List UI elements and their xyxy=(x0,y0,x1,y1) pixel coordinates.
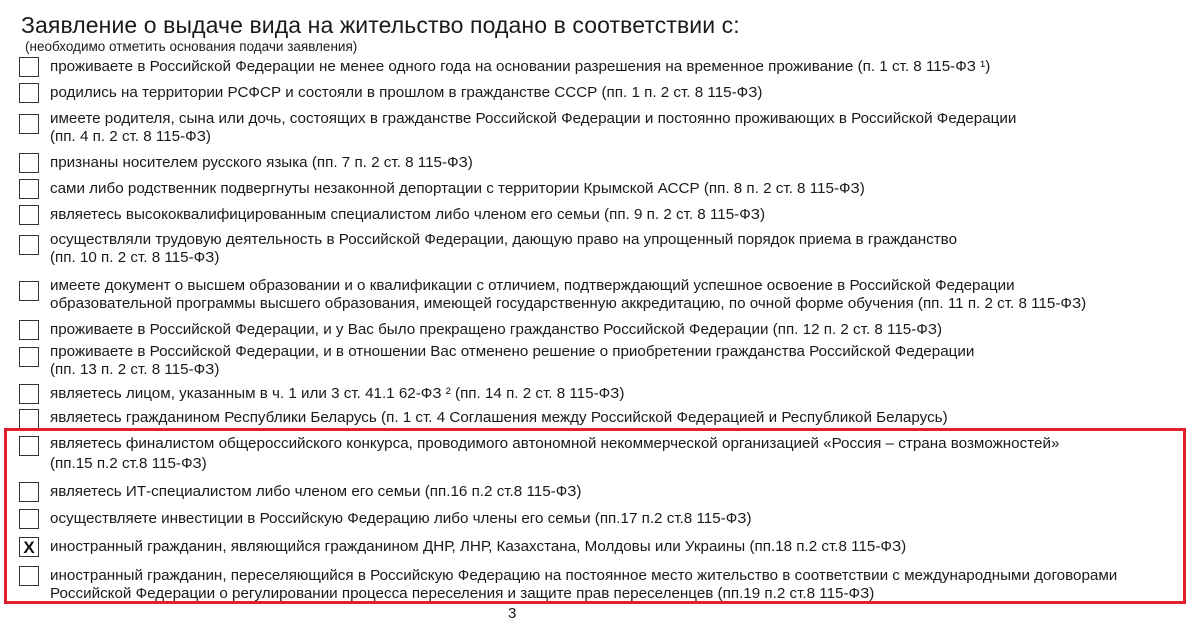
option-label: проживаете в Российской Федерации, и у Вас было прекращено гражданство Российской Федерации (пп. 12 п. 2 ст. 8 115-ФЗ) xyxy=(50,321,943,338)
cutoff-text: 3 xyxy=(508,605,517,622)
checkbox-person-law-62fz[interactable] xyxy=(19,384,39,404)
checkbox-highly-qualified[interactable] xyxy=(19,205,39,225)
option-label: являетесь высококвалифицированным специалистом либо членом его семьи (пп. 9 п. 2 ст. 8 115-ФЗ) xyxy=(50,206,765,223)
checkbox-belarus-citizen[interactable] xyxy=(19,409,39,429)
option-label: родились на территории РСФСР и состояли в прошлом в гражданстве СССР (пп. 1 п. 2 ст. 8 115-ФЗ) xyxy=(50,84,763,101)
option-label: иностранный гражданин, переселяющийся в Российскую Федерацию на постоянное место жительство в соответствии с международными договорами xyxy=(50,567,1118,584)
checkbox-labor-activity[interactable] xyxy=(19,235,39,255)
option-label: признаны носителем русского языка (пп. 7 п. 2 ст. 8 115-ФЗ) xyxy=(50,154,473,171)
option-label: осуществляете инвестиции в Российскую Федерацию либо члены его семьи (пп.17 п.2 ст.8 115-ФЗ) xyxy=(50,510,752,527)
checkbox-mark xyxy=(20,385,38,403)
checkbox-mark xyxy=(20,206,38,224)
checkbox-investor[interactable] xyxy=(19,509,39,529)
option-label: являетесь лицом, указанным в ч. 1 или 3 ст. 41.1 62-ФЗ ² (пп. 14 п. 2 ст. 8 115-ФЗ) xyxy=(50,385,625,402)
option-label: имеете родителя, сына или дочь, состоящих в гражданстве Российской Федерации и постоянно проживающих в Российской Федерации xyxy=(50,110,1017,127)
checkbox-mark xyxy=(20,115,38,133)
checkbox-mark xyxy=(20,282,38,300)
checkbox-mark xyxy=(20,180,38,198)
option-label: проживаете в Российской Федерации, и в отношении Вас отменено решение о приобретении гражданства Российской Федерации xyxy=(50,343,975,360)
checkbox-mark xyxy=(20,567,38,585)
form-title: Заявление о выдаче вида на жительство подано в соответствии с: xyxy=(21,12,740,38)
checkbox-born-rsfsr[interactable] xyxy=(19,83,39,103)
checkbox-decision-cancelled[interactable] xyxy=(19,347,39,367)
checkbox-russia-opportunities-finalist[interactable] xyxy=(19,436,39,456)
checkbox-mark xyxy=(20,58,38,76)
option-label-continuation: Российской Федерации о регулировании процесса переселения и защите прав переселенцев (пп.19 п.2 ст.8 115-ФЗ) xyxy=(50,585,875,602)
checkbox-mark xyxy=(20,483,38,501)
checkbox-mark: X xyxy=(23,538,35,557)
checkbox-mark xyxy=(20,348,38,366)
checkbox-mark xyxy=(20,510,38,528)
form-instruction: (необходимо отметить основания подачи заявления) xyxy=(25,39,358,54)
option-label-continuation: (пп.15 п.2 ст.8 115-ФЗ) xyxy=(50,455,207,472)
checkbox-mark xyxy=(20,437,38,455)
checkbox-crimea-deportation[interactable] xyxy=(19,179,39,199)
checkbox-mark xyxy=(20,236,38,254)
checkbox-citizenship-terminated[interactable] xyxy=(19,320,39,340)
option-label: являетесь гражданином Республики Беларусь (п. 1 ст. 4 Соглашения между Российской Федерацией и Республикой Беларусь) xyxy=(50,409,948,426)
option-label: имеете документ о высшем образовании и о квалификации с отличием, подтверждающий успешное освоение в Российской Федерации xyxy=(50,277,1015,294)
checkbox-mark xyxy=(20,410,38,428)
checkbox-native-russian[interactable] xyxy=(19,153,39,173)
checkbox-temporary-residence[interactable] xyxy=(19,57,39,77)
option-label-continuation: (пп. 13 п. 2 ст. 8 115-ФЗ) xyxy=(50,361,220,378)
checkbox-mark xyxy=(20,321,38,339)
option-label: иностранный гражданин, являющийся гражданином ДНР, ЛНР, Казахстана, Молдовы или Украины (пп.18 п.2 ст.8 115-ФЗ) xyxy=(50,538,907,555)
checkbox-it-specialist[interactable] xyxy=(19,482,39,502)
option-label: являетесь ИТ-специалистом либо членом его семьи (пп.16 п.2 ст.8 115-ФЗ) xyxy=(50,483,582,500)
checkbox-higher-education[interactable] xyxy=(19,281,39,301)
option-label-continuation: образовательной программы высшего образования, имеющей государственную аккредитацию, по очной форме обучения (пп. 11 п. 2 ст. 8 115-ФЗ) xyxy=(50,295,1087,312)
checkbox-dnr-lnr-kz-md-ua-citizen[interactable] xyxy=(19,537,39,557)
checkbox-mark xyxy=(20,154,38,172)
checkbox-resettlement[interactable] xyxy=(19,566,39,586)
option-label: проживаете в Российской Федерации не менее одного года на основании разрешения на временное проживание (п. 1 ст. 8 115-ФЗ ¹) xyxy=(50,58,991,75)
option-label-continuation: (пп. 10 п. 2 ст. 8 115-ФЗ) xyxy=(50,249,220,266)
option-label: осуществляли трудовую деятельность в Российской Федерации, дающую право на упрощенный порядок приема в гражданство xyxy=(50,231,958,248)
option-label: сами либо родственник подвергнуты незаконной депортации с территории Крымской АССР (пп. 8 п. 2 ст. 8 115-ФЗ) xyxy=(50,180,865,197)
checkbox-mark xyxy=(20,84,38,102)
option-label-continuation: (пп. 4 п. 2 ст. 8 115-ФЗ) xyxy=(50,128,211,145)
checkbox-relative-citizen[interactable] xyxy=(19,114,39,134)
option-label: являетесь финалистом общероссийского конкурса, проводимого автономной некоммерческой организацией «Россия – страна возможностей» xyxy=(50,435,1060,452)
